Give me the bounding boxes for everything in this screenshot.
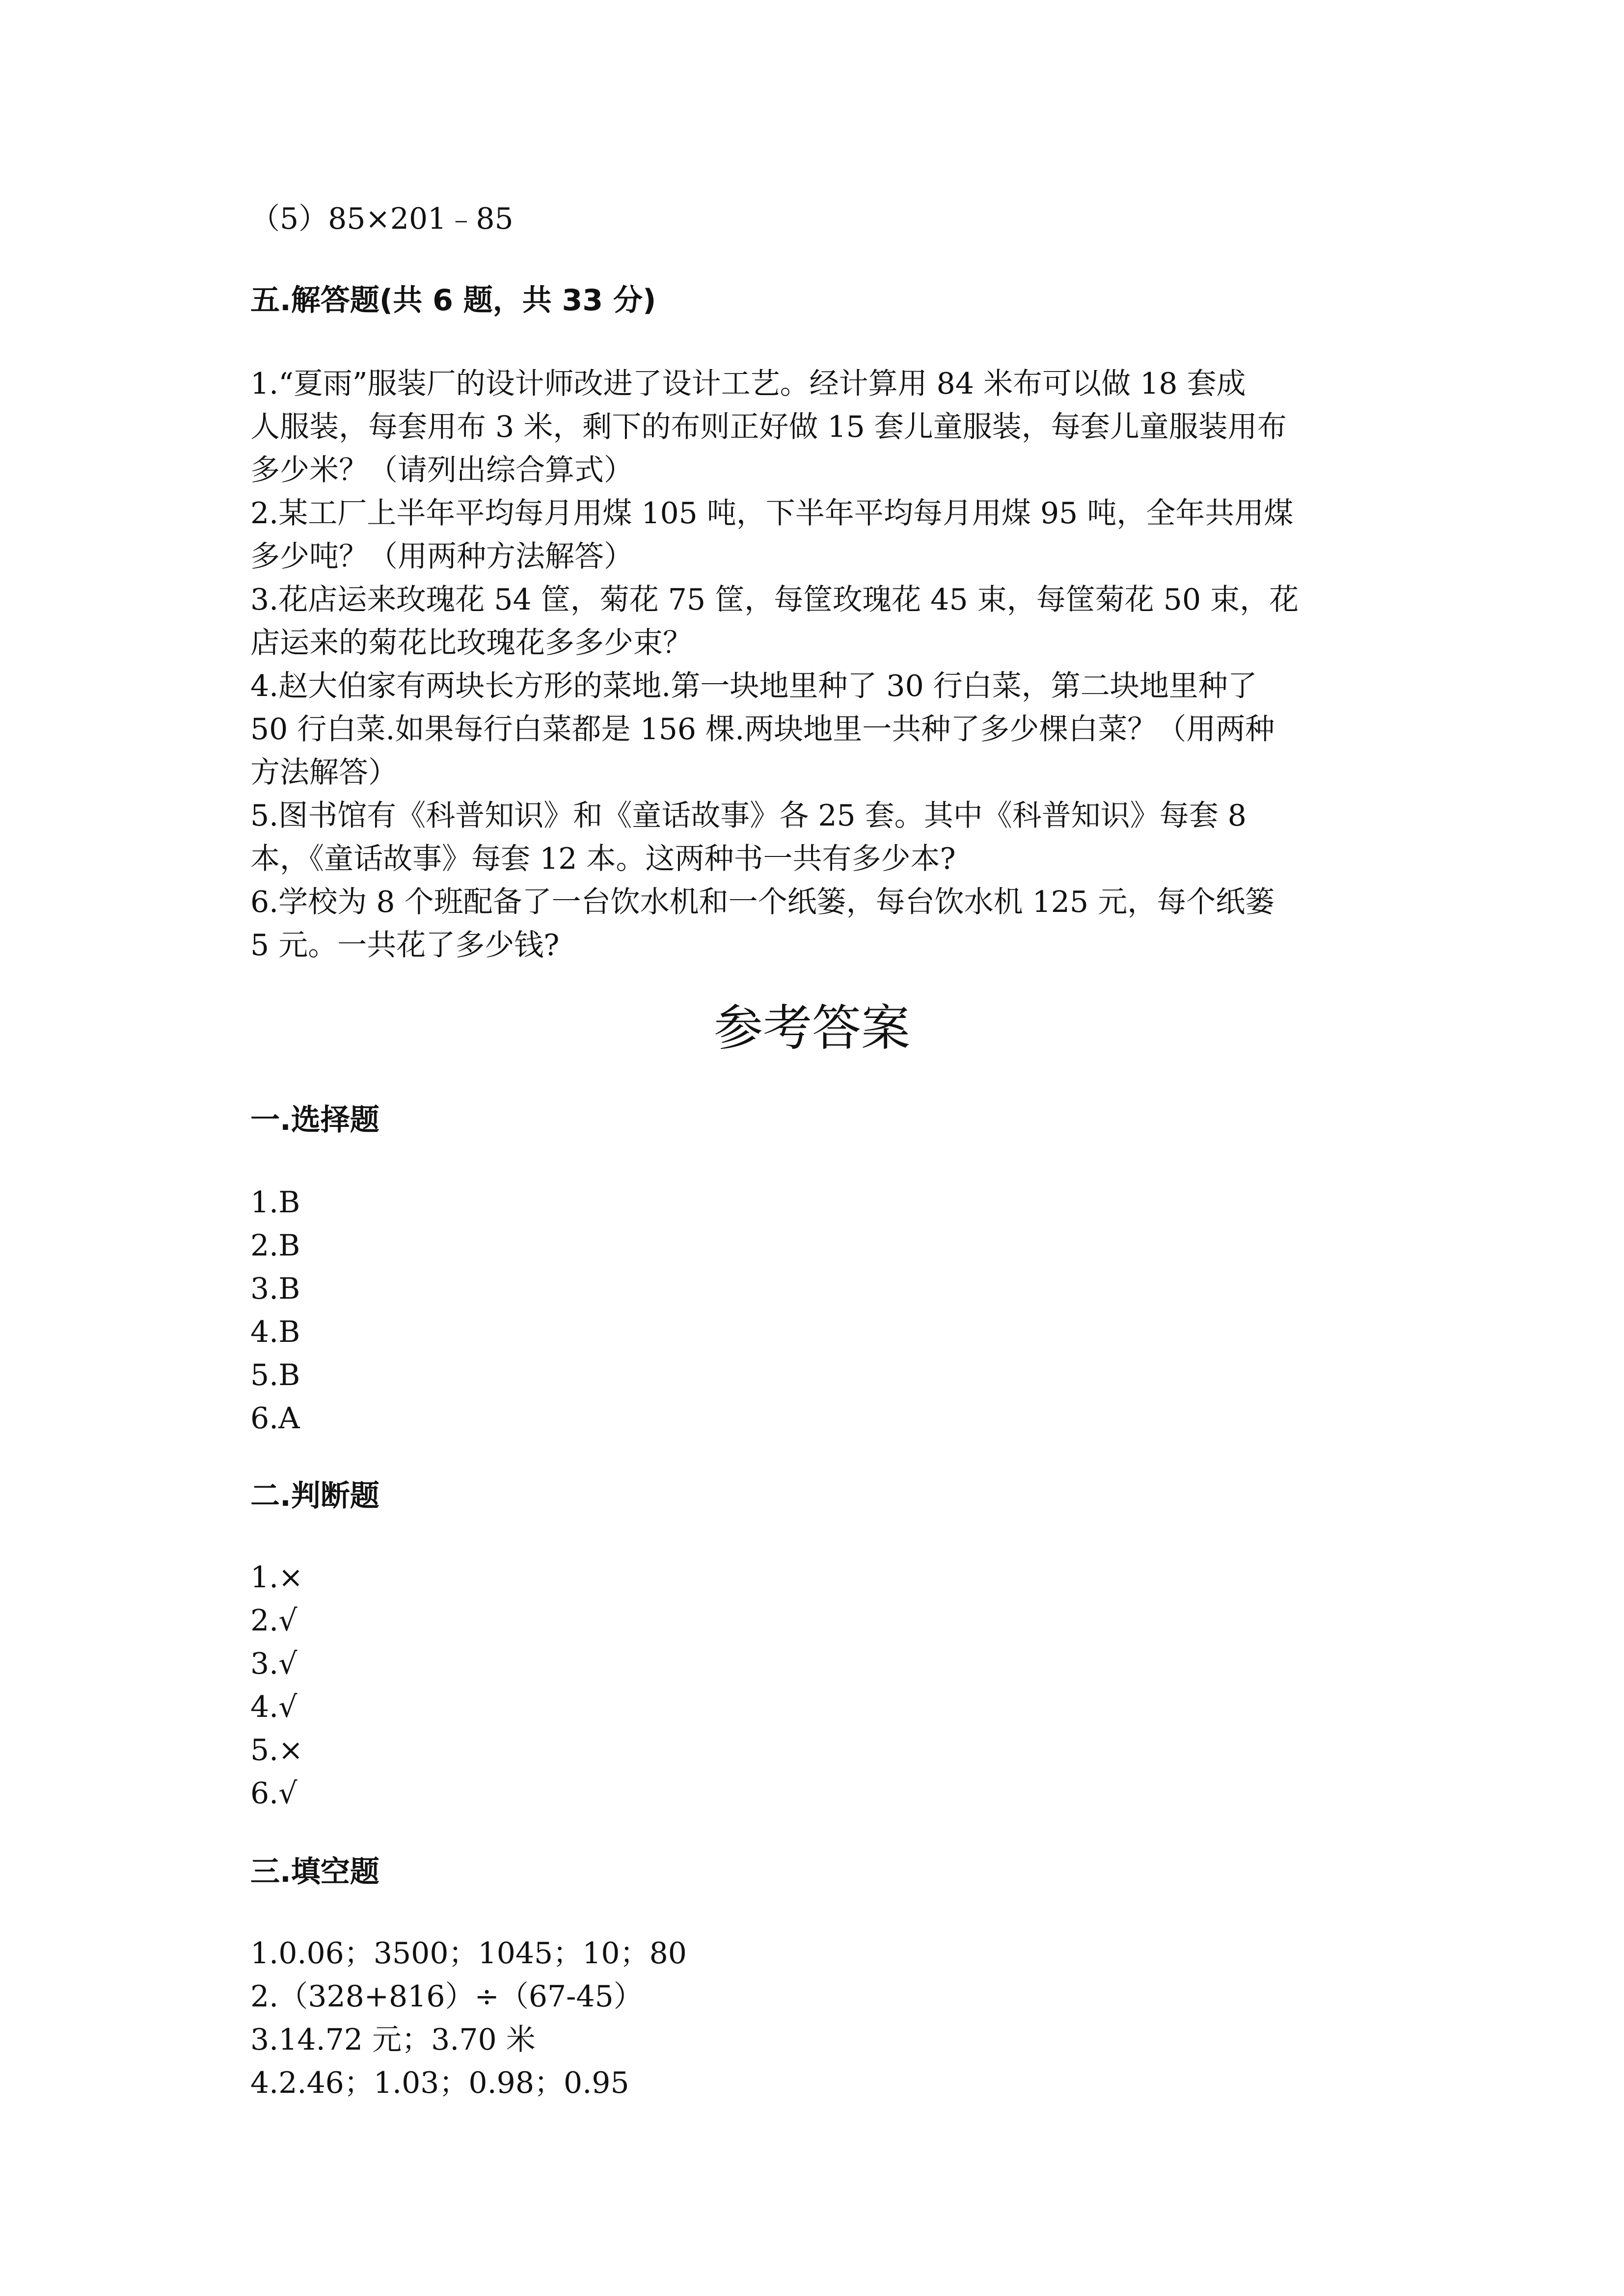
problem-line: 6.学校为 8 个班配备了一台饮水机和一个纸篓，每台饮水机 125 元，每个纸篓 bbox=[250, 885, 1275, 919]
judge-answer: 6.√ bbox=[250, 1776, 298, 1811]
problem-line: 5 元。一共花了多少钱? bbox=[250, 928, 560, 962]
choice-answer: 4.B bbox=[250, 1315, 300, 1349]
judge-answer: 5.× bbox=[250, 1733, 303, 1767]
judge-heading: 二.判断题 bbox=[250, 1479, 379, 1513]
fill-answer: 1.0.06；3500；1045；10；80 bbox=[250, 1936, 687, 1971]
choice-answer: 5.B bbox=[250, 1358, 300, 1392]
judge-answer: 2.√ bbox=[250, 1603, 298, 1638]
problem-line: 多少吨？（用两种方法解答） bbox=[250, 539, 633, 574]
problem-line: 4.赵大伯家有两块长方形的菜地.第一块地里种了 30 行白菜，第二块地里种了 bbox=[250, 669, 1257, 703]
problem-line: 1.“夏雨”服装厂的设计师改进了设计工艺。经计算用 84 米布可以做 18 套成 bbox=[250, 367, 1246, 401]
calc-item-5: （5）85×201﹣85 bbox=[250, 202, 514, 236]
judge-answer: 4.√ bbox=[250, 1690, 298, 1724]
problem-line: 50 行白菜.如果每行白菜都是 156 棵.两块地里一共种了多少棵白菜？（用两种 bbox=[250, 712, 1275, 747]
choice-answer: 3.B bbox=[250, 1272, 300, 1306]
fill-heading: 三.填空题 bbox=[250, 1855, 379, 1889]
problem-line: 多少米？（请列出综合算式） bbox=[250, 453, 633, 487]
fill-answer: 4.2.46；1.03；0.98；0.95 bbox=[250, 2066, 629, 2100]
problem-line: 2.某工厂上半年平均每月用煤 105 吨，下半年平均每月用煤 95 吨，全年共用煤 bbox=[250, 496, 1294, 531]
problem-line: 店运来的菊花比玫瑰花多多少束？ bbox=[250, 626, 692, 660]
section-5-heading: 五.解答题(共 6 题，共 33 分) bbox=[250, 283, 656, 318]
fill-answer: 3.14.72 元；3.70 米 bbox=[250, 2023, 536, 2057]
fill-answer: 2.（328+816）÷（67-45） bbox=[250, 1979, 643, 2014]
choice-heading: 一.选择题 bbox=[250, 1103, 379, 1137]
problem-line: 本，《童话故事》每套 12 本。这两种书一共有多少本? bbox=[250, 842, 956, 876]
problem-line: 方法解答） bbox=[250, 755, 398, 790]
answer-title: 参考答案 bbox=[714, 999, 910, 1057]
choice-answer: 2.B bbox=[250, 1228, 300, 1263]
choice-answer: 1.B bbox=[250, 1185, 300, 1220]
judge-answer: 1.× bbox=[250, 1560, 303, 1595]
choice-answer: 6.A bbox=[250, 1401, 300, 1436]
problem-line: 人服装，每套用布 3 米，剩下的布则正好做 15 套儿童服装，每套儿童服装用布 bbox=[250, 410, 1287, 444]
problem-line: 5.图书馆有《科普知识》和《童话故事》各 25 套。其中《科普知识》每套 8 bbox=[250, 799, 1246, 833]
problem-line: 3.花店运来玫瑰花 54 筐，菊花 75 筐，每筐玫瑰花 45 束，每筐菊花 50 束，花 bbox=[250, 583, 1299, 617]
judge-answer: 3.√ bbox=[250, 1647, 298, 1681]
